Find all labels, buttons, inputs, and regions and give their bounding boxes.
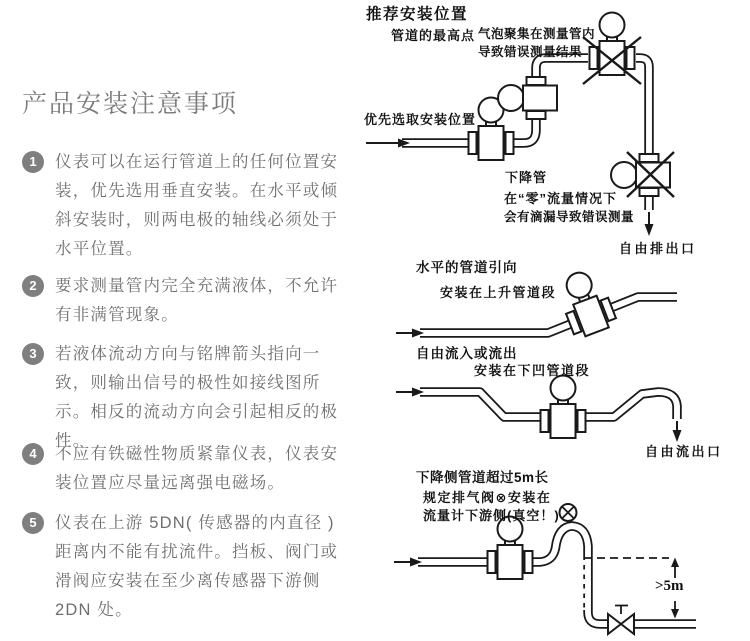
note-text: 若液体流动方向与铭牌箭头指向一致，则输出信号的极性如接线图所示。相反的流动方向会引起相反的极性。	[55, 345, 339, 450]
section-header-free-inflow-outflow: 自由流入或流出	[416, 346, 518, 361]
diagram-dip-section	[396, 376, 682, 443]
flow-in-arrow-icon	[396, 329, 424, 338]
label-vent-valve-line2: 流量计下游侧(真空！)	[423, 508, 560, 523]
label-preferred-position: 优先选取安装位置	[364, 112, 477, 127]
label-free-discharge-outlet: 自由排出口	[619, 241, 697, 256]
note-item-4	[22, 440, 348, 498]
label-bubble-note-line2: 导致错误测量结果	[478, 45, 583, 59]
note-item-1	[22, 148, 348, 264]
note-item-3	[22, 340, 348, 456]
flowmeter-icon-highest-point	[590, 13, 635, 76]
note-item-2	[22, 272, 348, 330]
note-number-badge: 5	[22, 512, 44, 534]
label-downpipe: 下降管	[505, 170, 548, 185]
label-install-dip-section: 安装在下凹管道段	[474, 363, 591, 378]
label-zero-flow-line2: 会有滴漏导致错误测量	[504, 210, 635, 224]
note-item-5	[22, 509, 348, 625]
note-number-badge: 3	[22, 343, 44, 365]
note-text: 仪表可以在运行管道上的任何位置安装，优先选用垂直安装。在水平或倾斜安装时，则两电极的轴线必须处于水平位置。	[55, 153, 339, 258]
label-pipe-highest-point: 管道的最高点	[391, 28, 476, 43]
label-install-ascending-section: 安装在上升管道段	[440, 285, 557, 300]
free-discharge-arrow-icon	[645, 212, 654, 236]
vent-valve-icon	[560, 504, 577, 521]
gate-valve-icon	[608, 606, 634, 635]
label-free-outflow-outlet: 自由流出口	[645, 444, 723, 459]
section-header-horizontal-run: 水平的管道引向	[416, 260, 518, 275]
note-text: 要求测量管内完全充满液体，不允许有非满管现象。	[55, 277, 339, 324]
section-header-recommended: 推荐安装位置	[366, 6, 469, 23]
free-outlet-arrow-icon	[673, 421, 682, 442]
diagram-ascending-section	[396, 265, 677, 339]
flowmeter-icon-downpipe	[611, 154, 670, 196]
flowmeter-icon-dip	[541, 376, 586, 439]
note-number-badge: 1	[22, 151, 44, 173]
note-text: 不应有铁磁性物质紧靠仪表，仪表安装位置应尽量远离强电磁场。	[55, 445, 339, 492]
note-text: 仪表在上游 5DN( 传感器的内直径 ) 距离内不能有扰流件。挡板、阀门或滑阀应安装在至少离传感器下游侧 2DN 处。	[55, 514, 339, 619]
flow-in-arrow-icon	[394, 558, 422, 567]
section-header-descending-over-5m: 下降侧管道超过5m长	[416, 470, 549, 485]
label-bubble-note-line1: 气泡聚集在测量管内	[478, 27, 596, 41]
note-number-badge: 2	[22, 275, 44, 297]
flowmeter-icon-vertical-riser	[498, 77, 557, 119]
page-title: 产品安装注意事项	[22, 90, 239, 118]
flow-in-arrow-icon	[396, 388, 424, 397]
note-number-badge: 4	[22, 443, 44, 465]
flowmeter-icon-upstream	[488, 517, 533, 580]
label-zero-flow-line1: 在“零”流量情况下	[504, 191, 618, 206]
label-vent-valve-line1: 规定排气阀⊗安装在	[423, 490, 552, 505]
label-dimension-5m: >5m	[655, 578, 684, 594]
